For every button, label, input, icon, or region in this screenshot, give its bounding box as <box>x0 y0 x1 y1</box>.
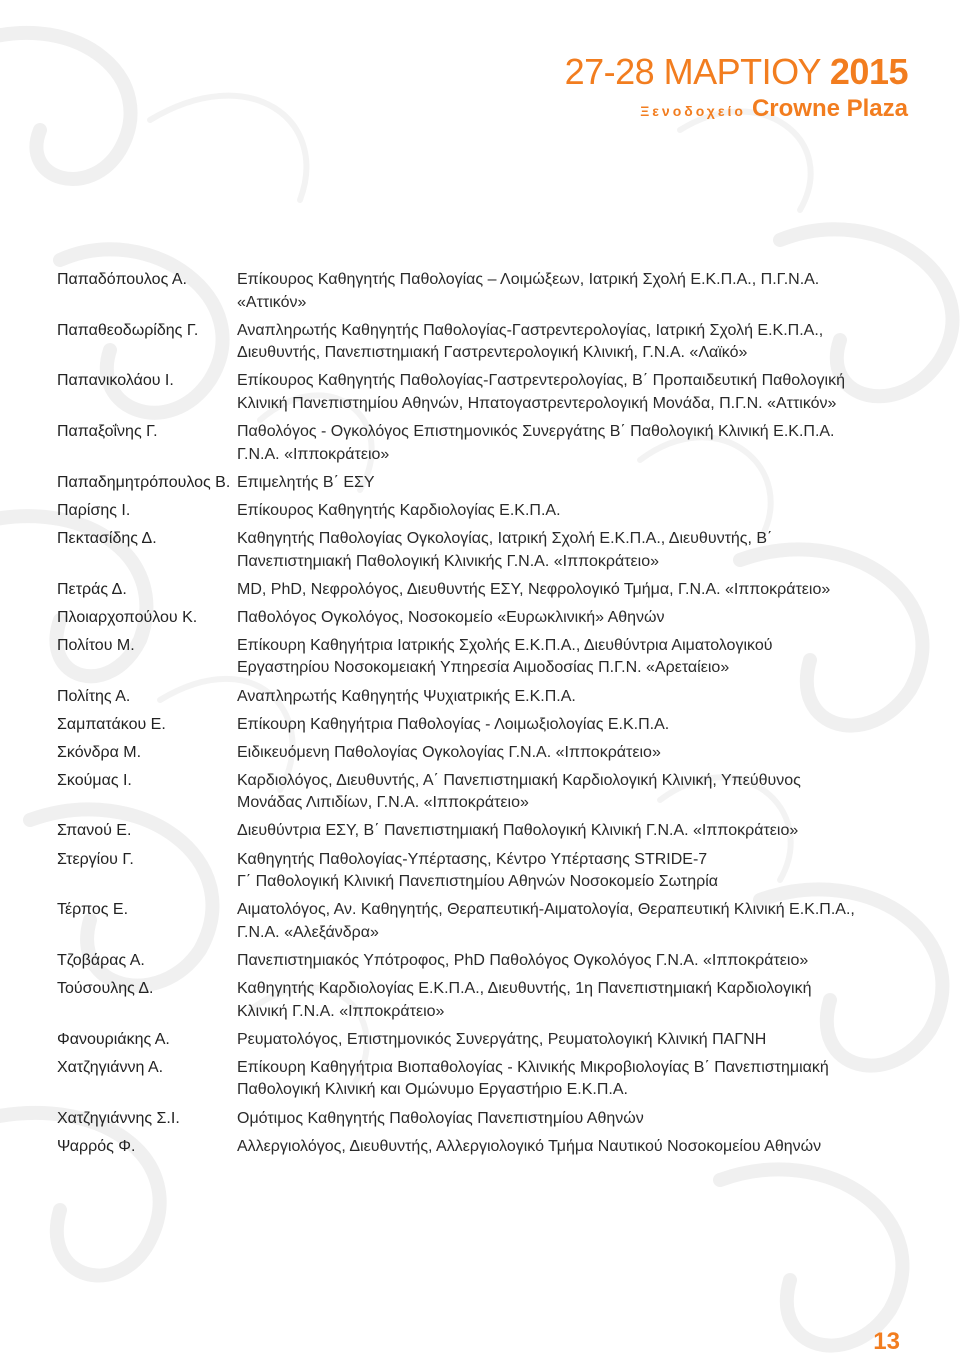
faculty-affiliation <box>237 370 917 415</box>
affiliation-line: Γ.Ν.Α. «Αλεξάνδρα» <box>237 923 379 941</box>
faculty-entry <box>57 742 917 765</box>
affiliation-line: MD, PhD, Νεφρολόγος, Διευθυντής ΕΣΥ, Νεφρολογικό Τμήμα, Γ.Ν.Α. «Ιπποκράτειο» <box>237 580 831 598</box>
faculty-name: Σκούμας Ι. <box>57 771 132 789</box>
faculty-affiliation <box>237 714 917 737</box>
faculty-name: Πολίτης Α. <box>57 687 131 705</box>
event-venue <box>565 94 908 126</box>
affiliation-line: Καθηγητής Παθολογίας-Υπέρτασης, Κέντρο Υπέρτασης STRIDE-7 <box>237 850 708 868</box>
faculty-affiliation <box>237 579 917 602</box>
faculty-name: Τούσουλης Δ. <box>57 980 154 998</box>
event-dates <box>565 50 908 94</box>
faculty-entry <box>57 1108 917 1131</box>
faculty-entry <box>57 579 917 602</box>
faculty-name: Χατζηγιάννη Α. <box>57 1058 164 1076</box>
faculty-name: Τζοβάρας Α. <box>57 951 145 969</box>
affiliation-line: Διευθύντρια ΕΣΥ, Β΄ Πανεπιστημιακή Παθολογική Κλινική Γ.Ν.Α. «Ιπποκράτειο» <box>237 822 799 840</box>
faculty-entry <box>57 607 917 630</box>
faculty-affiliation <box>237 1108 917 1131</box>
affiliation-line: «Αττικόν» <box>237 293 307 311</box>
faculty-affiliation <box>237 742 917 765</box>
faculty-affiliation <box>237 269 917 314</box>
faculty-entry <box>57 1136 917 1159</box>
faculty-entry <box>57 528 917 573</box>
faculty-entry <box>57 899 917 944</box>
faculty-name: Παπαξοΐνης Γ. <box>57 423 158 441</box>
faculty-affiliation <box>237 686 917 709</box>
affiliation-line: Κλινική Γ.Ν.Α. «Ιπποκράτειο» <box>237 1002 445 1020</box>
affiliation-line: Πανεπιστημιακή Παθολογική Κλινικής Γ.Ν.Α. «Ιπποκράτειο» <box>237 552 659 570</box>
faculty-affiliation <box>237 770 917 815</box>
affiliation-line: Επίκουρος Καθηγητής Παθολογίας – Λοιμώξεων, Ιατρική Σχολή Ε.Κ.Π.Α., Π.Γ.Ν.Α. <box>237 271 820 288</box>
affiliation-line: Καρδιολόγος, Διευθυντής, Α΄ Πανεπιστημιακή Καρδιολογική Κλινική, Υπεύθυνος <box>237 771 801 789</box>
faculty-entry <box>57 370 917 415</box>
faculty-affiliation <box>237 607 917 630</box>
event-month: ΜΑΡΤΙΟΥ <box>663 51 821 92</box>
faculty-entry <box>57 950 917 973</box>
event-days: 27-28 <box>564 51 655 92</box>
faculty-affiliation <box>237 820 917 843</box>
faculty-name: Σπανού Ε. <box>57 822 132 840</box>
faculty-entry <box>57 1057 917 1102</box>
faculty-affiliation <box>237 1136 917 1159</box>
faculty-name: Στεργίου Γ. <box>57 850 134 868</box>
faculty-affiliation <box>237 1057 917 1102</box>
faculty-name: Πολίτου Μ. <box>57 636 135 654</box>
affiliation-line: Επίκουρη Καθηγήτρια Παθολογίας - Λοιμωξιολογίας Ε.Κ.Π.Α. <box>237 715 670 733</box>
affiliation-line: Επίκουρος Καθηγητής Καρδιολογίας Ε.Κ.Π.Α. <box>237 501 561 519</box>
affiliation-line: Γ.Ν.Α. «Ιπποκράτειο» <box>237 445 390 463</box>
affiliation-line: Αναπληρωτής Καθηγητής Παθολογίας-Γαστρεντερολογίας, Ιατρική Σχολή Ε.Κ.Π.Α., <box>237 321 824 339</box>
faculty-name: Πλοιαρχοπούλου Κ. <box>57 608 198 626</box>
faculty-name: Σαμπατάκου Ε. <box>57 715 166 733</box>
faculty-entry <box>57 472 917 495</box>
affiliation-line: Καθηγητής Καρδιολογίας Ε.Κ.Π.Α., Διευθυντής, 1η Πανεπιστημιακή Καρδιολογική <box>237 980 812 998</box>
faculty-entry <box>57 849 917 894</box>
faculty-affiliation <box>237 635 917 680</box>
faculty-affiliation <box>237 528 917 573</box>
faculty-name: Πετράς Δ. <box>57 580 127 598</box>
affiliation-line: Διευθυντής, Πανεπιστημιακή Γαστρεντερολογική Κλινική, Γ.Ν.Α. «Λαϊκό» <box>237 344 748 362</box>
faculty-entry <box>57 269 917 314</box>
faculty-affiliation <box>237 899 917 944</box>
faculty-entry <box>57 500 917 523</box>
page-number: 13 <box>873 1328 900 1355</box>
affiliation-line: Ομότιμος Καθηγητής Παθολογίας Πανεπιστημίου Αθηνών <box>237 1109 644 1127</box>
affiliation-line: Ειδικευόμενη Παθολογίας Ογκολογίας Γ.Ν.Α. «Ιπποκράτειο» <box>237 743 661 761</box>
affiliation-line: Παθολογική Κλινική και Ομώνυμο Εργαστήριο Ε.Κ.Π.Α. <box>237 1081 628 1099</box>
faculty-affiliation <box>237 472 917 495</box>
event-header <box>565 50 908 126</box>
faculty-entry <box>57 421 917 466</box>
faculty-name: Πεκτασίδης Δ. <box>57 529 157 547</box>
faculty-affiliation <box>237 421 917 466</box>
faculty-entry <box>57 320 917 365</box>
faculty-entry <box>57 978 917 1023</box>
affiliation-line: Επίκουρη Καθηγήτρια Βιοπαθολογίας - Κλινικής Μικροβιολογίας Β΄ Πανεπιστημιακή <box>237 1058 829 1076</box>
faculty-affiliation <box>237 950 917 973</box>
venue-hotel: Crowne Plaza <box>751 95 908 122</box>
affiliation-line: Επίκουρος Καθηγητής Παθολογίας-Γαστρεντερολογίας, Β΄ Προπαιδευτική Παθολογική <box>237 372 845 390</box>
faculty-affiliation <box>237 849 917 894</box>
affiliation-line: Ρευματολόγος, Επιστημονικός Συνεργάτης, Ρευματολογική Κλινική ΠΑΓΝΗ <box>237 1030 767 1048</box>
faculty-name: Χατζηγιάννης Σ.Ι. <box>57 1109 180 1127</box>
affiliation-line: Αιματολόγος, Αν. Καθηγητής, Θεραπευτική-Αιματολογία, Θεραπευτική Κλινική Ε.Κ.Π.Α., <box>237 901 855 919</box>
affiliation-line: Αλλεργιολόγος, Διευθυντής, Αλλεργιολογικό Τμήμα Ναυτικού Νοσοκομείου Αθηνών <box>237 1137 822 1155</box>
affiliation-line: Γ΄ Παθολογική Κλινική Πανεπιστημίου Αθηνών Νοσοκομείο Σωτηρία <box>237 873 719 891</box>
faculty-name: Παπαδημητρόπουλος Β. <box>57 473 231 491</box>
faculty-name: Σκόνδρα Μ. <box>57 743 142 761</box>
faculty-affiliation <box>237 500 917 523</box>
faculty-name: Τέρπος Ε. <box>57 901 129 919</box>
faculty-entry <box>57 770 917 815</box>
faculty-name: Φανουριάκης Α. <box>57 1030 170 1048</box>
faculty-affiliation <box>237 978 917 1023</box>
faculty-name: Παρίσης Ι. <box>57 501 131 519</box>
affiliation-line: Κλινική Πανεπιστημίου Αθηνών, Ηπατογαστρεντερολογική Μονάδα, Π.Γ.Ν. «Αττικόν» <box>237 394 837 412</box>
faculty-entry <box>57 635 917 680</box>
faculty-list <box>57 269 917 1158</box>
venue-label: Ξενοδοχείο <box>640 103 746 119</box>
faculty-affiliation <box>237 1029 917 1052</box>
affiliation-line: Παθολόγος - Ογκολόγος Επιστημονικός Συνεργάτης Β΄ Παθολογική Κλινική Ε.Κ.Π.Α. <box>237 423 835 441</box>
affiliation-line: Πανεπιστημιακός Υπότροφος, PhD Παθολόγος Ογκολόγος Γ.Ν.Α. «Ιπποκράτειο» <box>237 951 809 969</box>
affiliation-line: Καθηγητής Παθολογίας Ογκολογίας, Ιατρική Σχολή Ε.Κ.Π.Α., Διευθυντής, Β΄ <box>237 529 773 547</box>
affiliation-line: Επιμελητής Β΄ ΕΣΥ <box>237 473 375 491</box>
affiliation-line: Μονάδας Λιπιδίων, Γ.Ν.Α. «Ιπποκράτειο» <box>237 794 529 812</box>
faculty-entry <box>57 1029 917 1052</box>
affiliation-line: Αναπληρωτής Καθηγητής Ψυχιατρικής Ε.Κ.Π.Α. <box>237 687 576 705</box>
faculty-name: Παπαθεοδωρίδης Γ. <box>57 321 199 339</box>
affiliation-line: Εργαστηρίου Νοσοκομειακή Υπηρεσία Αιμοδοσίας Π.Γ.Ν. «Αρεταίειο» <box>237 659 730 677</box>
faculty-affiliation <box>237 320 917 365</box>
faculty-name: Ψαρρός Φ. <box>57 1137 136 1155</box>
faculty-entry <box>57 686 917 709</box>
faculty-name: Παπαδόπουλος Α. <box>57 271 187 288</box>
affiliation-line: Επίκουρη Καθηγήτρια Ιατρικής Σχολής Ε.Κ.Π.Α., Διευθύντρια Αιματολογικού <box>237 636 773 654</box>
faculty-entry <box>57 714 917 737</box>
faculty-entry <box>57 820 917 843</box>
faculty-name: Παπανικολάου Ι. <box>57 372 174 390</box>
affiliation-line: Παθολόγος Ογκολόγος, Νοσοκομείο «Ευρωκλινική» Αθηνών <box>237 608 665 626</box>
event-year: 2015 <box>829 51 908 92</box>
